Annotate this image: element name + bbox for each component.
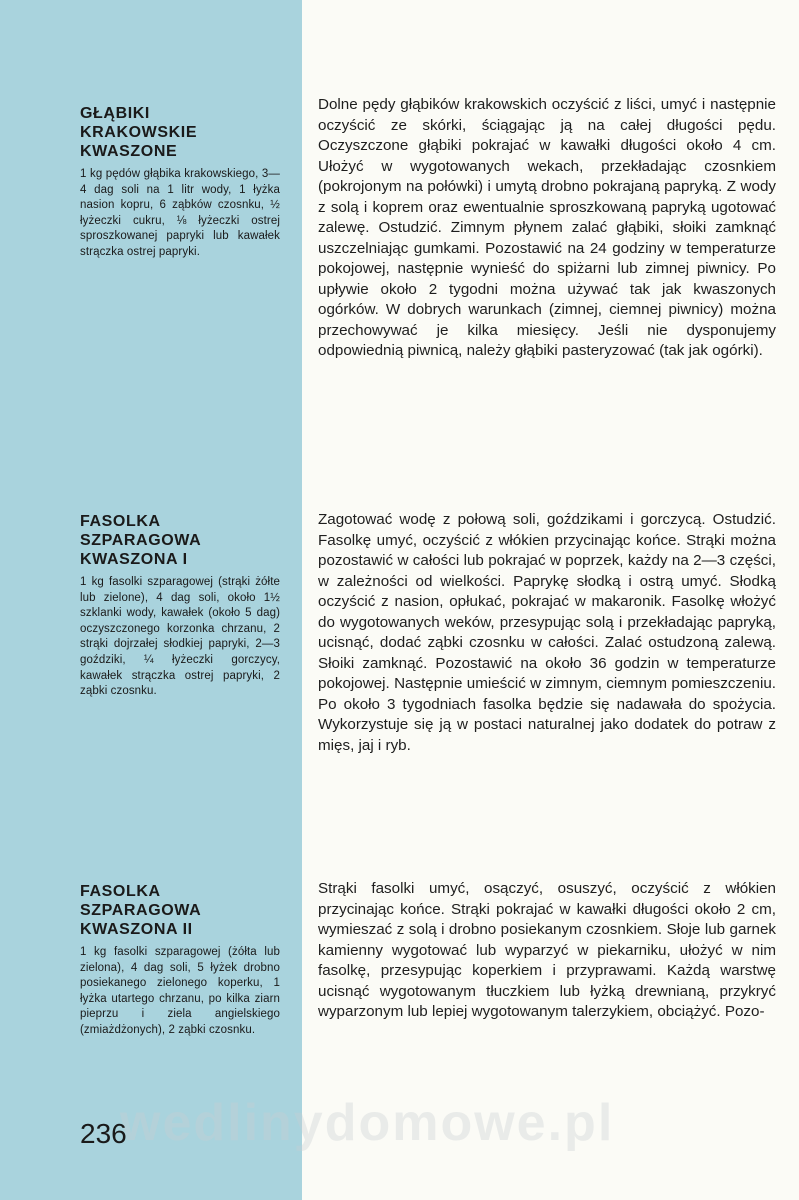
recipe-3-header	[80, 882, 280, 1039]
recipe-1-method: Dolne pędy głąbików krakowskich oczyścić z liści, umyć i następnie oczyścić ze skórki, ściągając ją na całej długości pędu. Oczyszczone głąbiki pokrajać w kawałki długości około 4 cm. Ułożyć w wygotowanych wekach, przekładając czosnkiem (pokrojonym na połówki) i umytą drobno pokrajaną papryką. Z wody z solą i koprem oraz ewentualnie sproszkowaną papryką ugotować zalewę. Ostudzić. Zimnym płynem zalać głąbiki, słoiki zamknąć uszczelniając gumkami. Pozostawić na 24 godziny w temperaturze pokojowej, następnie wynieść do spiżarni lub zimnej piwnicy. Po upływie około 2 tygodni można używać tak jak kwaszonych ogórków. W dobrych warunkach (zimnej, ciemnej piwnicy) można przechowywać je kilka miesięcy. Jeśli nie dysponujemy odpowiednią piwnicą, należy głąbiki pasteryzować (tak jak ogórki).	[318, 96, 776, 359]
recipe-1-title: GŁĄBIKI KRAKOWSKIE KWASZONE	[80, 105, 198, 160]
recipe-2-method: Zagotować wodę z połową soli, goździkami i gorczycą. Ostudzić. Fasolkę umyć, oczyścić z włókien przycinając końce. Strąki można pozostawić w całości lub pokrajać w poprzek, każdy na 2—3 części, w zależności od wielkości. Paprykę słodką i ostrą umyć. Słodką oczyścić z nasion, opłukać, pokrajać w makaronik. Fasolkę włożyć do wygotowanych weków, przesypując solą i przekładając papryką, ucisnąć, dodać ząbki czosnku w całości. Zalać ostudzoną zalewą. Słoiki zamknąć. Pozostawić na około 36 godzin w temperaturze pokojowej. Następnie umieścić w zimnym, ciemnym pomieszczeniu. Po około 3 tygodniach fasolka będzie się nadawała do spożycia. Wykorzystuje się ją w postaci naturalnej jako dodatek do potraw z mięs, jaj i ryb.	[318, 511, 776, 754]
recipe-3-method: Strąki fasolki umyć, osączyć, osuszyć, oczyścić z włókien przycinając końce. Strąki pokrajać w kawałki długości około 2 cm, wymieszać z solą i drobno posiekanym czosnkiem. Słoje lub garnek kamienny wygotować lub wyparzyć w piekarniku, ułożyć w nim fasolkę, przesypując koperkiem i przyprawami. Każdą warstwę ucisnąć wygotowanym tłuczkiem lub łyżką drewnianą, przykryć wyparzonym lub lepiej wygotowanym talerzykiem, obciążyć. Pozo-	[318, 880, 776, 1020]
recipe-2-header	[80, 512, 280, 700]
recipe-1-header	[80, 104, 280, 261]
page-number: 236	[80, 1118, 127, 1149]
recipe-2-ingredients: 1 kg fasolki szparagowej (strąki żółte lub zielone), 4 dag soli, około 1½ szklanki wody, kawałek (około 5 dag) oczyszczonego korzonka chrzanu, 2 strąki dojrzałej słodkiej papryki, 2—3 goździki, ¼ łyżeczki gorczycy, kawałek strączka ostrej papryki, 2 ząbki czosnku.	[80, 576, 280, 698]
recipe-1-ingredients: 1 kg pędów głąbika krakowskiego, 3—4 dag soli na 1 litr wody, 1 łyżka nasion kopru, 6 ząbków czosnku, ½ łyżeczki cukru, ⅛ łyżeczki ostrej sproszkowanej papryki lub kawałek strączka ostrej papryki.	[80, 168, 280, 258]
watermark-text: wedlinydomowe.pl	[120, 1094, 615, 1152]
recipe-3-ingredients: 1 kg fasolki szparagowej (żółta lub zielona), 4 dag soli, 5 łyżek drobno posiekanego zielonego koperku, 1 łyżka utartego chrzanu, po kilka ziarn pieprzu i ziela angielskiego (zmiażdżonych), 2 ząbki czosnku.	[80, 946, 280, 1036]
recipe-2-title: FASOLKA SZPARAGOWA KWASZONA I	[80, 513, 202, 568]
recipe-3-title: FASOLKA SZPARAGOWA KWASZONA II	[80, 883, 202, 938]
